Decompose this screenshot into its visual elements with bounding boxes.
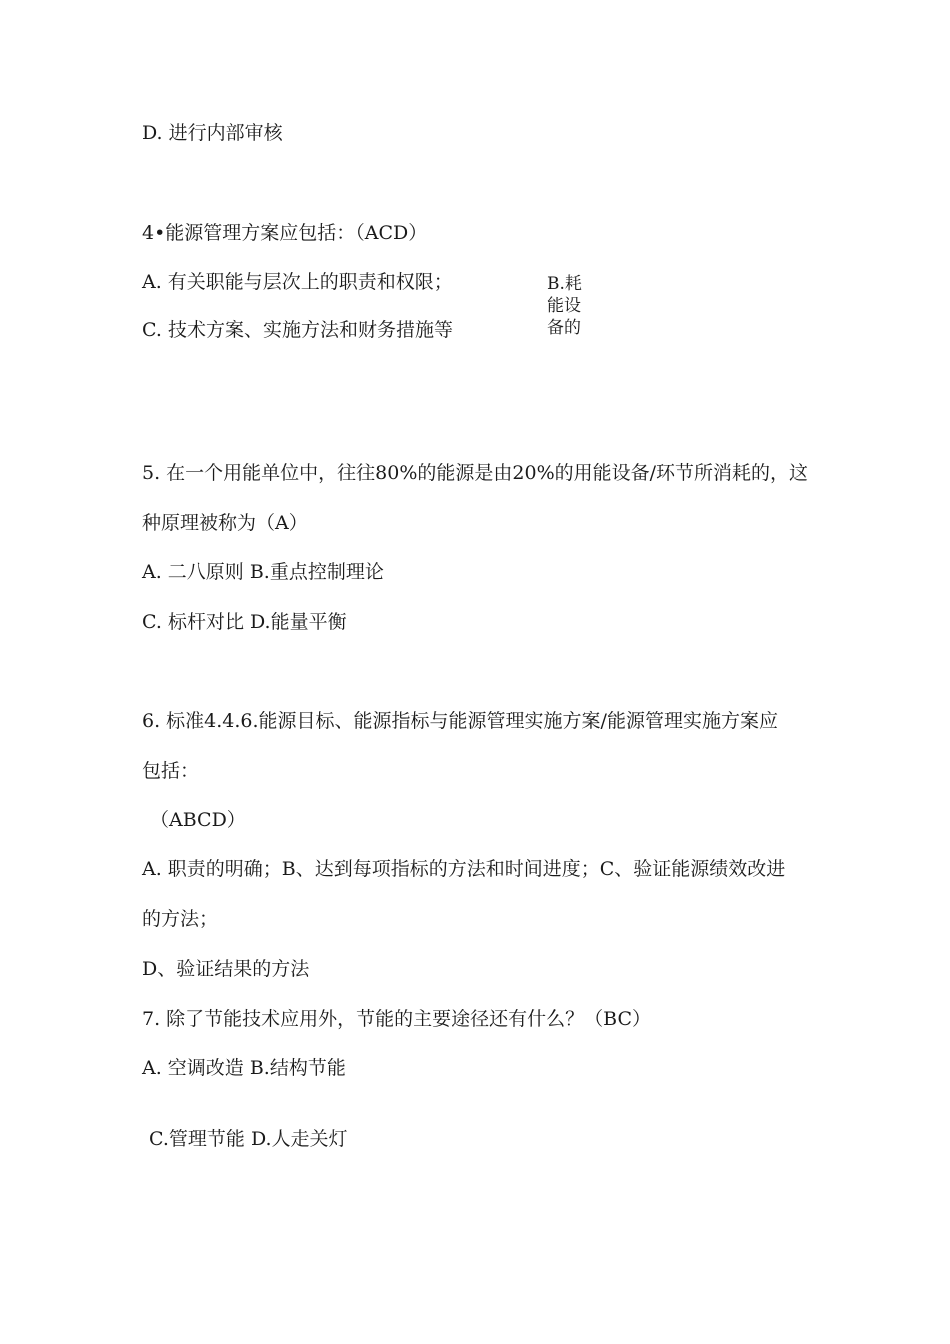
q7-options-cd: C.管理节能 D.人走关灯	[149, 1128, 348, 1150]
q4-option-a: A. 有关职能与层次上的职责和权限；	[142, 271, 453, 293]
q3-option-d: D. 进行内部审核	[142, 122, 283, 144]
q4-option-c: C. 技术方案、实施方法和财务措施等	[142, 319, 453, 341]
q6-options-line2: 的方法；	[142, 908, 219, 930]
q6-answer: （ABCD）	[150, 809, 246, 831]
q6-question-line1: 6. 标准4.4.6.能源目标、能源指标与能源管理实施方案/能源管理实施方案应	[142, 710, 778, 732]
side-note-line: 能设	[547, 296, 581, 316]
side-note-line: 备的	[547, 318, 581, 338]
q5-options-ab: A. 二八原则 B.重点控制理论	[142, 561, 384, 583]
q5-question-line1: 5. 在一个用能单位中，往往80%的能源是由20%的用能设备/环节所消耗的，这	[142, 462, 809, 484]
q4-question: 4•能源管理方案应包括：（ACD）	[142, 222, 428, 244]
q6-options-line1: A. 职责的明确；B、达到每项指标的方法和时间进度；C、验证能源绩效改进	[142, 858, 786, 880]
q6-question-line2: 包括：	[142, 760, 200, 782]
side-note-line: B.耗	[547, 274, 582, 294]
q7-question: 7. 除了节能技术应用外，节能的主要途径还有什么？（BC）	[142, 1008, 652, 1030]
q5-question-line2: 种原理被称为（A）	[142, 512, 308, 534]
q5-options-cd: C. 标杆对比 D.能量平衡	[142, 611, 347, 633]
q7-options-ab: A. 空调改造 B.结构节能	[142, 1057, 346, 1079]
q4-option-b-fragment	[547, 273, 595, 339]
q6-option-d: D、验证结果的方法	[142, 958, 310, 980]
